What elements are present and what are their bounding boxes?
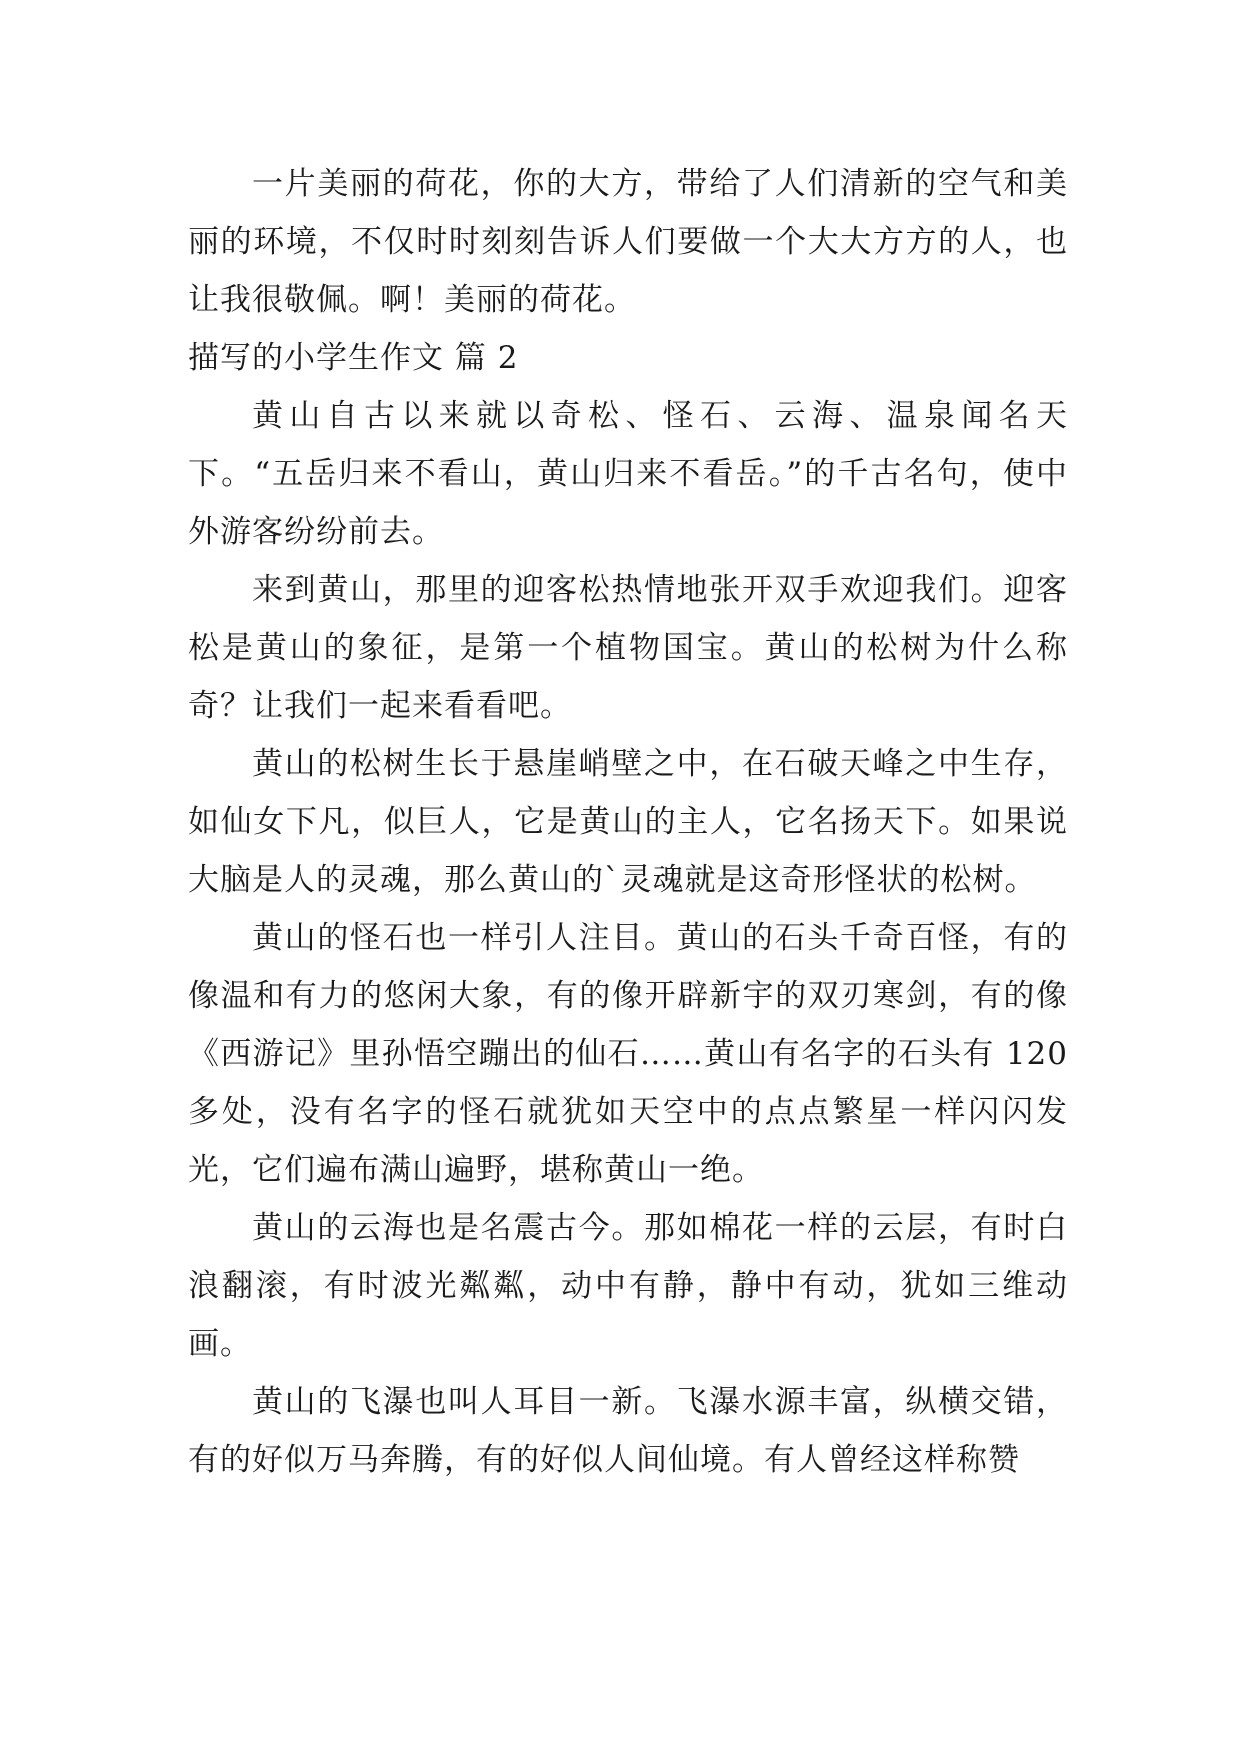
document-page [188,155,1068,1489]
paragraph-lotus-ending: 一片美丽的荷花，你的大方，带给了人们清新的空气和美丽的环境，不仅时时刻刻告诉人们要做一个大大方方的人，也让我很敬佩。啊！美丽的荷花。 [188,166,1068,318]
paragraph-pine-trees: 黄山的松树生长于悬崖峭壁之中，在石破天峰之中生存，如仙女下凡，似巨人，它是黄山的主人，它名扬天下。如果说大脑是人的灵魂，那么黄山的`灵魂就是这奇形怪状的松树。 [188,746,1068,898]
paragraph-strange-rocks: 黄山的怪石也一样引人注目。黄山的石头千奇百怪，有的像温和有力的悠闲大象，有的像开辟新宇的双刃寒剑，有的像《西游记》里孙悟空蹦出的仙石……黄山有名字的石头有 120 多处，没有名字的怪石就犹如天空中的点点繁星一样闪闪发光，它们遍布满山遍野，堪称黄山一绝。 [188,920,1068,1188]
paragraph-welcome-pine: 来到黄山，那里的迎客松热情地张开双手欢迎我们。迎客松是黄山的象征，是第一个植物国宝。黄山的松树为什么称奇？让我们一起来看看吧。 [188,572,1068,724]
paragraph-waterfalls: 黄山的飞瀑也叫人耳目一新。飞瀑水源丰富，纵横交错，有的好似万马奔腾，有的好似人间仙境。有人曾经这样称赞 [188,1384,1068,1478]
paragraph-sea-of-clouds: 黄山的云海也是名震古今。那如棉花一样的云层，有时白浪翻滚，有时波光粼粼，动中有静，静中有动，犹如三维动画。 [188,1210,1068,1362]
paragraph-huangshan-intro: 黄山自古以来就以奇松、怪石、云海、温泉闻名天下。“五岳归来不看山，黄山归来不看岳。”的千古名句，使中外游客纷纷前去。 [188,398,1068,550]
section-heading: 描写的小学生作文 篇 2 [188,340,519,376]
